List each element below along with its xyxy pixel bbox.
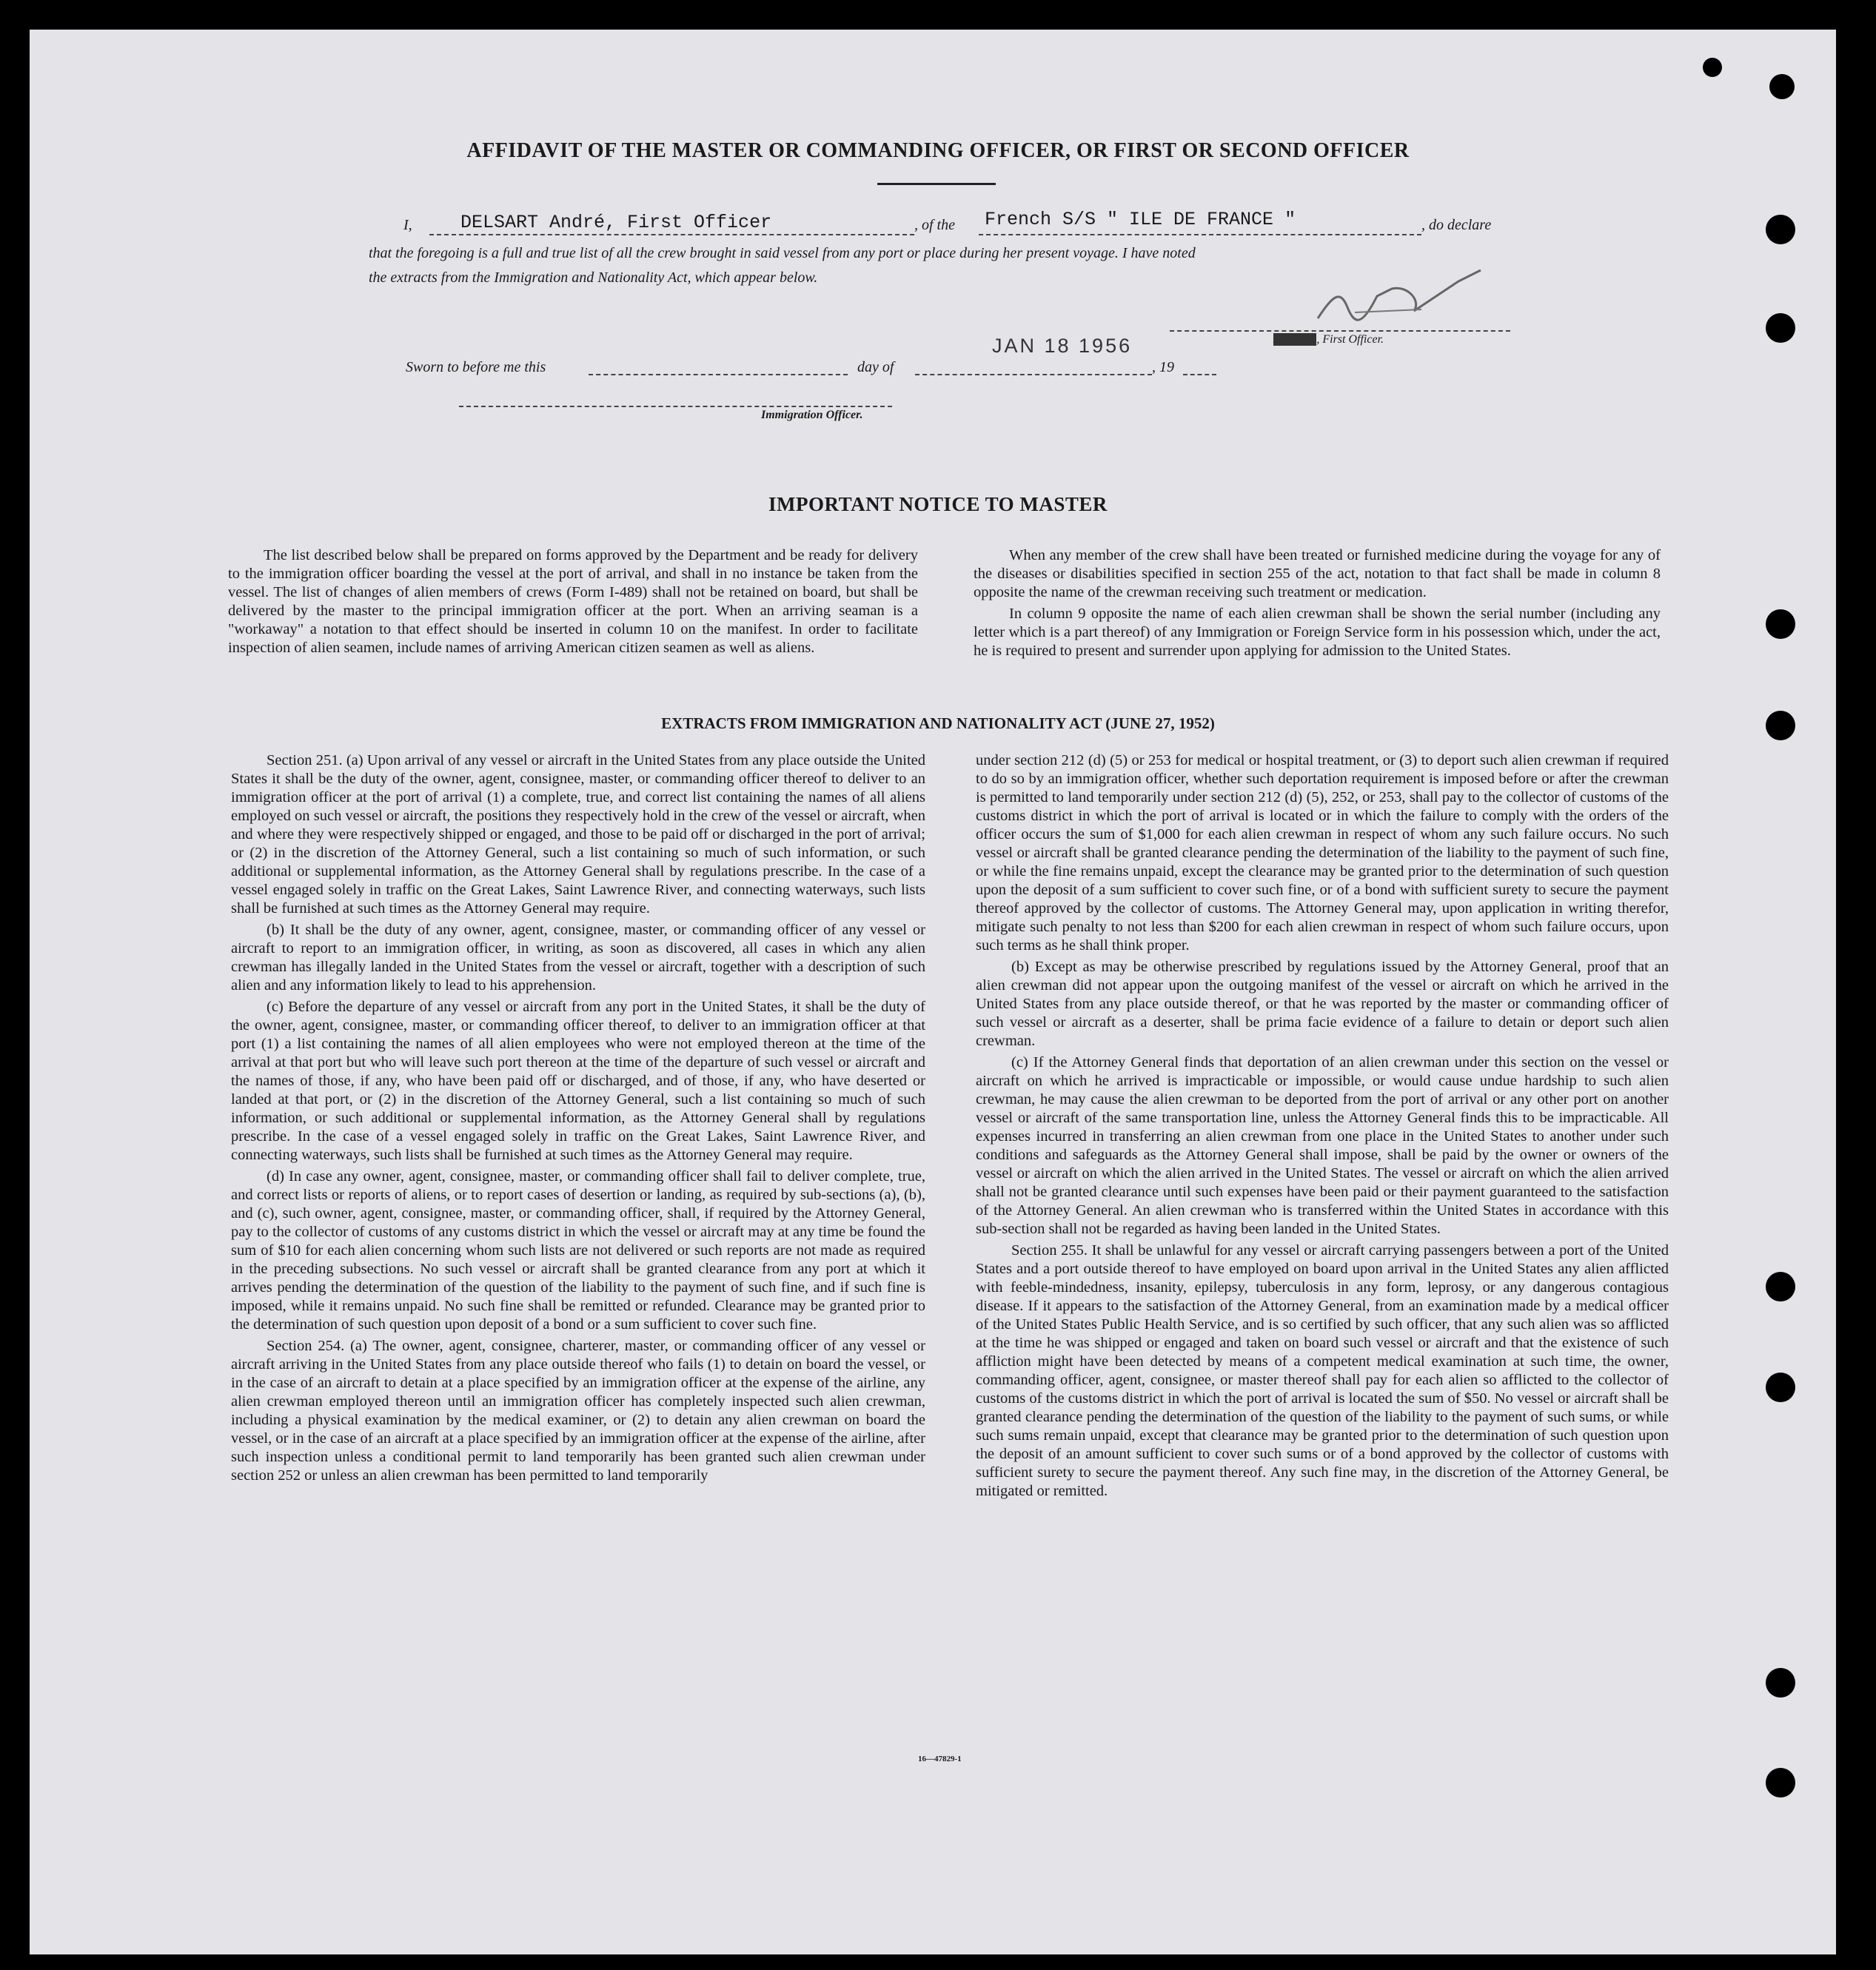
form-number: 16—47829-1 xyxy=(918,1755,962,1763)
immigration-officer-line xyxy=(459,406,892,407)
signature-line xyxy=(1170,330,1510,332)
extracts-right-column xyxy=(976,751,1669,1504)
punch-hole xyxy=(1703,58,1722,77)
date-stamp: JAN 18 1956 xyxy=(992,335,1133,357)
do-declare-label: , do declare xyxy=(1421,217,1492,233)
day-of-label: day of xyxy=(857,359,894,375)
notice-heading: IMPORTANT NOTICE TO MASTER xyxy=(768,493,1108,515)
section-251-a: Section 251. (a) Upon arrival of any vessel or aircraft in the United States from any place outside the United States it shall be the duty of the owner, agent, consignee, master, or commanding officer thereof to deliver to an immigration officer at the port of arrival (1) a complete, true, and correct list containing the names of all aliens employed on such vessel or aircraft, the positions they respectively hold in the crew of the vessel or aircraft, when and where they were respectively shipped or engaged, and those to be paid off or discharged in the port of arrival; or (2) in the discretion of the Attorney General, such a list containing so much of such information, or such additional or supplemental information, as the Attorney General shall by regulations prescribe. In the case of a vessel engaged solely in traffic on the Great Lakes, Saint Lawrence River, and connecting waterways, such lists shall be furnished at such times as the Attorney General may require. xyxy=(231,752,925,917)
officer-name-line xyxy=(429,212,914,235)
punch-hole xyxy=(1766,313,1795,343)
of-the-label: , of the xyxy=(914,217,955,233)
notice-right-column xyxy=(974,546,1661,663)
struck-word: XXXXX xyxy=(1273,333,1317,346)
section-251-d: (d) In case any owner, agent, consignee, master, or commanding officer shall fail to deliver complete, true, and correct lists or reports of aliens, or to report cases of desertion or landing, as required by sub-sections (a), (b), and (c), such owner, agent, consignee, master, or commanding officer, shall, if required by the Attorney General, pay to the collector of customs of any customs district in which the vessel or aircraft may at any time be found the sum of $10 for each alien concerning whom such lists are not delivered or such reports are not made as required in the preceding subsections. No such vessel or aircraft shall be granted clearance from any port at which it arrives pending the determination of the question of the liability to the payment of such fine, and if such fine is imposed, while it remains unpaid. No such fine shall be remitted or refunded. Clearance may be granted prior to the determination of such question upon deposit of a bond or a sum sufficient to cover such fine. xyxy=(231,1168,925,1333)
year-label: , 19 xyxy=(1152,359,1174,375)
section-254-b: (b) Except as may be otherwise prescribed by regulations issued by the Attorney General, proof that an alien crewman did not appear upon the outgoing manifest of the vessel or aircraft on which he arrived in the United States from any place outside thereof, or that he was reported by the master or commanding officer of such vessel or aircraft as a deserter, shall be prima facie evidence of a failure to detain or deport such alien crewman. xyxy=(976,959,1669,1049)
notice-right-paragraph-1: When any member of the crew shall have been treated or furnished medicine during the voyage for any of the diseases or disabilities specified in section 255 of the act, notation to that fact shall be made in column 8 opposite the name of the crewman receiving such treatment or medication. xyxy=(974,547,1661,600)
vessel-name: French S/S " ILE DE FRANCE " xyxy=(985,209,1296,230)
section-251-c: (c) Before the departure of any vessel or aircraft from any port in the United States, it shall be the duty of the owner, agent, consignee, master, or commanding officer thereof, to deliver to an immigration officer at that port (1) a list containing the names of all alien employees who were not employed thereon at the time of the arrival at that port but who will leave such port thereon at the time of the departure of such vessel or aircraft and the names of those, if any, who have been paid off or discharged, and of those, if any, who have deserted or landed at that port, or (2) in the discretion of the Attorney General, such a list containing so much of such information, or such additional or supplemental information, as the Attorney General shall by regulations prescribe. In the case of a vessel engaged solely in traffic on the Great Lakes, Saint Lawrence River, and connecting waterways, such lists shall be furnished at such times as the Attorney General may require. xyxy=(231,999,925,1163)
punch-hole xyxy=(1766,215,1795,244)
declaration-line-1: that the foregoing is a full and true list of all the crew brought in said vessel from any port or place during her present voyage. I have noted xyxy=(369,245,1196,261)
notice-right-paragraph-2: In column 9 opposite the name of each alien crewman shall be shown the serial number (including any letter which is a part thereof) of any Immigration or Foreign Service form in his possession which, under the act, he is required to present and surrender upon applying for admission to the United States. xyxy=(974,606,1661,659)
officer-signature xyxy=(1310,267,1503,337)
punch-hole xyxy=(1766,609,1795,639)
sworn-month-line xyxy=(915,374,1152,375)
punch-hole xyxy=(1766,1373,1795,1402)
officer-name: DELSART André, First Officer xyxy=(460,212,772,233)
section-254-a-continued: under section 212 (d) (5) or 253 for medical or hospital treatment, or (3) to deport such alien crewman if required to do so by an immigration officer, whether such deportation requirement is imposed before or after the crewman is permitted to land temporarily under section 212 (d) (5), 252, or 253, shall pay to the collector of customs of the customs district in which the port of arrival is located or in which the failure to comply with the orders of the officer occurs the sum of $1,000 for each alien crewman in respect of whom any such failure occurs. No such vessel or aircraft shall be granted clearance pending the determination of the liability to the payment of such fine, or while the fine remains unpaid, except the clearance may be granted prior to the determination of such question upon the deposit of a sum sufficient to cover such fine, or of a bond with sufficient surety to secure the payment thereof approved by the collector of customs. The Attorney General may, upon application in writing therefor, mitigate such penalty to not less than $200 for each alien crewman in respect of whom such failure occurs, upon such terms as he shall think proper. xyxy=(976,752,1669,954)
i-label: I, xyxy=(403,217,412,233)
title-rule xyxy=(877,183,996,185)
extracts-heading: EXTRACTS FROM IMMIGRATION AND NATIONALITY ACT (JUNE 27, 1952) xyxy=(661,714,1215,732)
vessel-name-line xyxy=(979,209,1421,235)
punch-hole xyxy=(1769,74,1795,99)
sworn-label: Sworn to before me this xyxy=(406,359,546,375)
notice-left-column xyxy=(228,546,918,660)
year-line xyxy=(1183,374,1216,375)
section-255: Section 255. It shall be unlawful for any vessel or aircraft carrying passengers between a port of the United States and a port outside thereof to have employed on board upon arrival in the United States any alien afflicted with feeble-mindedness, insanity, epilepsy, tuberculosis in any form, leprosy, or any dangerous contagious disease. If it appears to the satisfaction of the Attorney General, from an examination made by a medical officer of the United States Public Health Service, and is so certified by such officer, that any such alien was so afflicted at the time he was shipped or engaged and taken on board such vessel or aircraft and that the existence of such affliction might have been detected by means of a competent medical examination at such time, the owner, commanding officer, agent, consignee, or master thereof shall pay for each alien so afflicted to the collector of customs of the customs district in which the port of arrival is located the sum of $50. No vessel or aircraft shall be granted clearance pending the determination of the question of the liability to the payment of such sums, or while such sums remain unpaid, except that clearance may be granted prior to the determination of such question upon the deposit of an amount sufficient to cover such sums or of a bond approved by the collector of customs with sufficient surety to secure the payment thereof. Any such fine may, in the discretion of the Attorney General, be mitigated or remitted. xyxy=(976,1242,1669,1499)
immigration-officer-label: Immigration Officer. xyxy=(761,409,863,421)
section-254-c: (c) If the Attorney General finds that deportation of an alien crewman under this section on the vessel or aircraft on which he arrived is impracticable or impossible, or would cause undue hardship to such alien crewman, he may cause the alien crewman to be deported from the port of arrival or any other port on another vessel or aircraft of the same transportation line, unless the Attorney General finds this to be impracticable. All expenses incurred in transferring an alien crewman from one place in the United States to another under such conditions and safeguards as the Attorney General shall impose, shall be paid by the owner or owners of the vessel or aircraft on which the alien arrived in the United States. The vessel or aircraft on which the alien arrived shall not be granted clearance until such expenses have been paid or their payment guaranteed to the satisfaction of the Attorney General. An alien crewman who is transferred within the United States in accordance with this sub-section shall not be regarded as having been landed in the United States. xyxy=(976,1054,1669,1237)
officer-title-label: , First Officer. xyxy=(1316,333,1384,346)
notice-left-paragraph: The list described below shall be prepared on forms approved by the Department and be ready for delivery to the immigration officer boarding the vessel at the port of arrival, and shall in no instance be taken from the vessel. The list of changes of alien members of crews (Form I-489) shall not be retained on board, but shall be delivered by the master to the principal immigration officer at the port. When an arriving seaman is a "workaway" a notation to that effect should be inserted in column 10 on the manifest. In order to facilitate inspection of alien seamen, include names of arriving American citizen seamen as well as aliens. xyxy=(228,547,918,656)
officer-title-caption xyxy=(1273,333,1384,346)
section-254-a: Section 254. (a) The owner, agent, consignee, charterer, master, or commanding officer of any vessel or aircraft arriving in the United States from any place outside thereof who fails (1) to detain on board the vessel, or in the case of an aircraft to detain at a place specified by an immigration officer at the expense of the airline, any alien crewman employed thereon until an immigration officer has completely inspected such alien crewman, including a physical examination by the medical examiner, or (2) to detain any alien crewman on board the vessel, or in the case of an aircraft at a place specified by an immigration officer at the expense of the airline, after such inspection unless a conditional permit to land temporarily has been granted such alien crewman under section 252 or unless an alien crewman has been permitted to land temporarily xyxy=(231,1338,925,1484)
section-251-b: (b) It shall be the duty of any owner, agent, consignee, master, or commanding officer of any vessel or aircraft to report to an immigration officer, in writing, as soon as discovered, all cases in which any alien crewman has illegally landed in the United States from the vessel or aircraft, together with a description of such alien and any information likely to lead to his apprehension. xyxy=(231,922,925,994)
punch-hole xyxy=(1766,1668,1795,1698)
punch-hole xyxy=(1766,1768,1795,1798)
extracts-left-column xyxy=(231,751,925,1488)
sworn-day-line xyxy=(589,374,848,375)
affidavit-title: AFFIDAVIT OF THE MASTER OR COMMANDING OFFICER, OR FIRST OR SECOND OFFICER xyxy=(466,139,1410,162)
punch-hole xyxy=(1766,1272,1795,1301)
declaration-line-2: the extracts from the Immigration and Nationality Act, which appear below. xyxy=(369,269,818,286)
